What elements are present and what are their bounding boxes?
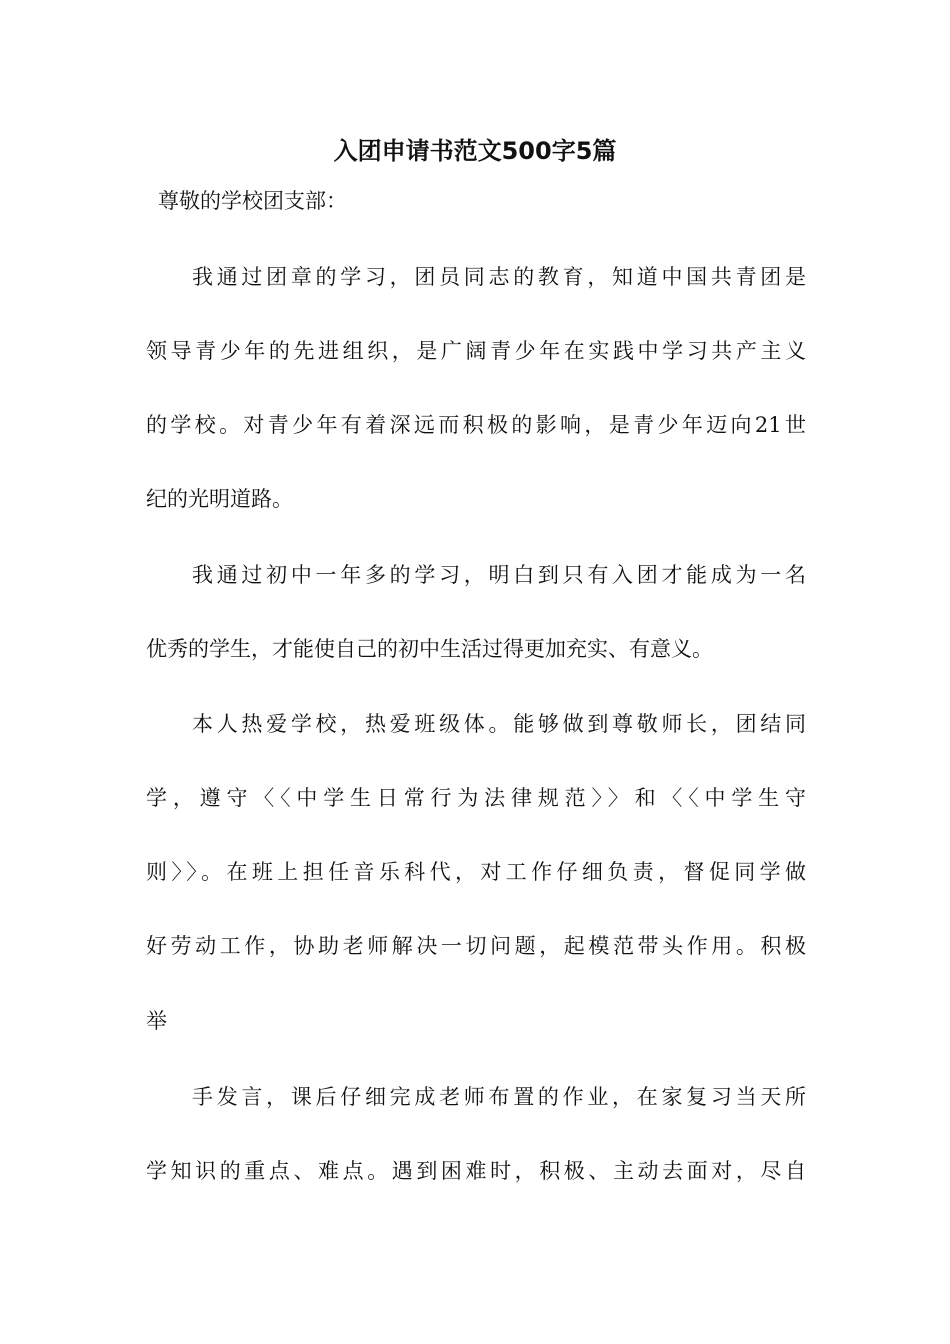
paragraph-line: 纪的光明道路。 <box>146 487 293 511</box>
paragraph-line: 学，遵守〈〈中学生日常行为法律规范〉〉和〈〈中学生守 <box>146 786 806 810</box>
paragraph-line: 我通过团章的学习，团员同志的教育，知道中国共青团是 <box>192 265 806 289</box>
paragraph-line: 好劳动工作，协助老师解决一切问题，起模范带头作用。积极 <box>146 934 806 958</box>
paragraph-line: 学知识的重点、难点。遇到困难时，积极、主动去面对，尽自 <box>146 1159 806 1183</box>
document-title: 入团申请书范文500字5篇 <box>333 137 617 165</box>
paragraph-line: 领导青少年的先进组织，是广阔青少年在实践中学习共产主义 <box>146 339 806 363</box>
paragraph-line: 手发言，课后仔细完成老师布置的作业，在家复习当天所 <box>192 1085 806 1109</box>
paragraph-line: 本人热爱学校，热爱班级体。能够做到尊敬师长，团结同 <box>192 712 806 736</box>
salutation: 尊敬的学校团支部： <box>158 189 347 213</box>
paragraph-line: 则〉〉。在班上担任音乐科代，对工作仔细负责，督促同学做 <box>146 860 806 884</box>
paragraph-line: 我通过初中一年多的学习，明白到只有入团才能成为一名 <box>192 563 806 587</box>
paragraph-line: 举 <box>146 1009 167 1033</box>
paragraph-line: 的学校。对青少年有着深远而积极的影响，是青少年迈向21世 <box>146 413 806 437</box>
paragraph-line: 优秀的学生，才能使自己的初中生活过得更加充实、有意义。 <box>146 637 713 661</box>
